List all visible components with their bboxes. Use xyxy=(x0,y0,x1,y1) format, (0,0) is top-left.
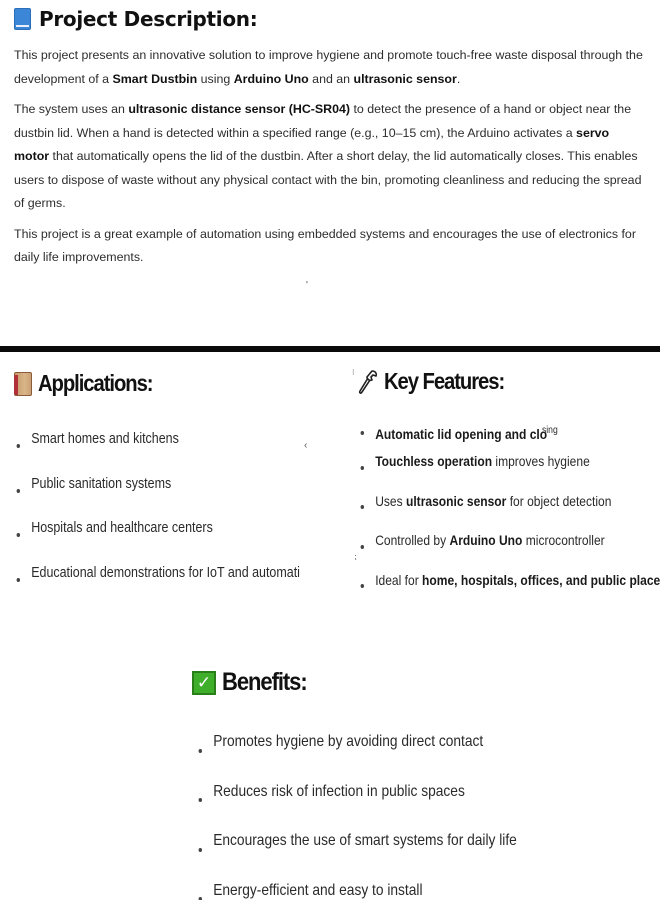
bullet-icon xyxy=(361,505,364,509)
section-title: Project Description: xyxy=(39,7,258,31)
project-description-section xyxy=(0,0,660,348)
benefits-heading xyxy=(192,668,318,697)
list-item: Educational demonstrations for IoT and automati xyxy=(14,558,300,603)
wrench-icon xyxy=(356,369,378,395)
section-divider xyxy=(0,346,660,352)
key-features-heading xyxy=(356,368,521,395)
cardboard-box-icon xyxy=(14,372,32,396)
stray-mark: ⁝ xyxy=(352,368,355,377)
bullet-icon xyxy=(199,749,202,753)
list-item: Controlled by Arduino Uno microcontroller xyxy=(358,527,660,567)
bullet-icon xyxy=(361,431,364,435)
list-item: Encourages the use of smart systems for daily life xyxy=(196,825,517,875)
bullet-icon xyxy=(17,578,20,582)
list-item: Ideal for home, hospitals, offices, and public place xyxy=(358,567,660,607)
bullet-icon xyxy=(361,466,364,470)
bullet-icon xyxy=(361,584,364,588)
key-features-list xyxy=(358,418,660,606)
section-title: Applications: xyxy=(38,370,153,396)
list-item: Reduces risk of infection in public spaces xyxy=(196,776,517,826)
stray-mark: ' xyxy=(306,280,308,291)
list-item: Energy-efficient and easy to install xyxy=(196,875,517,900)
section-title: Key Features: xyxy=(384,368,505,394)
list-item: Touchless operation improves hygiene xyxy=(358,448,660,488)
list-item: Public sanitation systems xyxy=(14,469,300,514)
project-description-heading xyxy=(14,2,257,36)
bullet-icon xyxy=(17,533,20,537)
bullet-icon xyxy=(199,848,202,852)
section-title: Benefits: xyxy=(222,668,307,696)
description-paragraph: This project is a great example of automation using embedded systems and encourages the use of electronics for daily life improvements. xyxy=(14,226,636,264)
list-item: Promotes hygiene by avoiding direct contact xyxy=(196,726,517,776)
benefits-list xyxy=(196,726,569,900)
blue-book-icon xyxy=(14,8,31,30)
applications-heading xyxy=(14,370,168,397)
bullet-icon xyxy=(17,444,20,448)
bullet-icon xyxy=(361,545,364,549)
bullet-icon xyxy=(199,798,202,802)
list-item: Automatic lid opening and clo$^{sing}$ xyxy=(358,418,660,448)
list-item: Smart homes and kitchens xyxy=(14,424,300,469)
description-paragraph: This project presents an innovative solution to improve hygiene and promote touch-free waste disposal through the development of a Smart Dustbin using Arduino Uno and an ultrasonic sensor. xyxy=(14,48,643,86)
description-body xyxy=(14,44,644,277)
bullet-icon xyxy=(17,489,20,493)
list-item: Hospitals and healthcare centers xyxy=(14,513,300,558)
stray-mark: ⁏ xyxy=(354,552,357,561)
list-item: Uses ultrasonic sensor for object detection xyxy=(358,488,660,528)
green-checkmark-icon: ✓ xyxy=(192,671,216,695)
description-paragraph: The system uses an ultrasonic distance sensor (HC-SR04) to detect the presence of a hand or object near the dustbin lid. When a hand is detected within a specified range (e.g., 10–15 cm), the Arduino activates a servo motor that automatically opens the lid of the dustbin. After a short delay, the lid automatically closes. This enables users to dispose of waste without any physical contact with the bin, promoting cleanliness and reducing the spread of germs. xyxy=(14,102,642,210)
applications-list xyxy=(14,424,346,602)
stray-mark: ‹ xyxy=(304,440,308,451)
